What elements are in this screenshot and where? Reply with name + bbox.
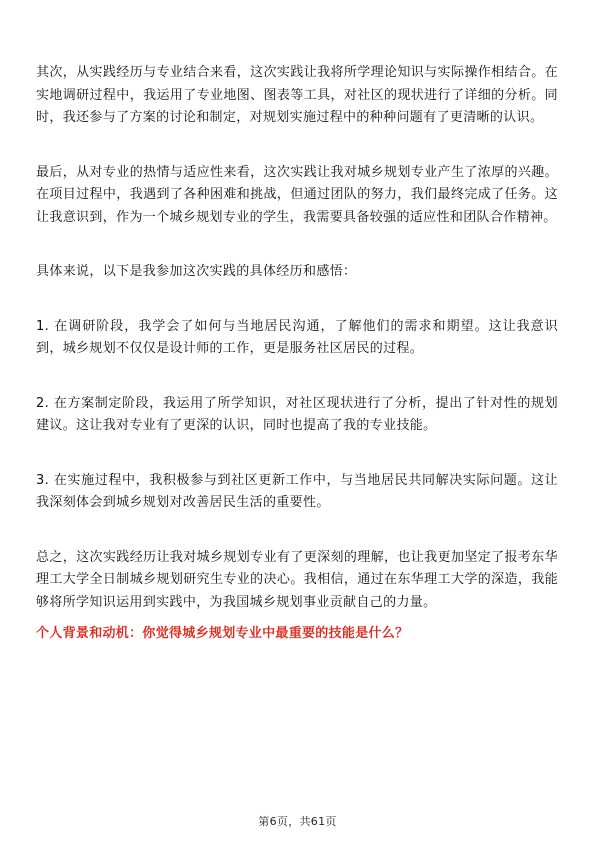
paragraph-gap [36, 361, 558, 393]
page-number-footer: 第6页，共61页 [258, 815, 337, 828]
paragraph-gap [36, 515, 558, 547]
paragraph-gap [36, 438, 558, 470]
paragraph-specifics-intro: 具体来说，以下是我参加这次实践的具体经历和感悟： [36, 264, 357, 279]
paragraph-conclusion: 总之，这次实践经历让我对城乡规划专业有了更深刻的理解，也让我更加坚定了报考东华理工大学全日制城乡规划研究生专业的决心。我相信，通过在东华理工大学的深造，我能够将所学知识运用到实践中，为我国城乡规划事业贡献自己的力量。 [36, 549, 558, 610]
question-heading: 个人背景和动机：你觉得城乡规划专业中最重要的技能是什么？ [36, 626, 409, 641]
list-item-planning-stage: 2. 在方案制定阶段，我运用了所学知识，对社区现状进行了分析，提出了针对性的规划建议。这让我对专业有了更深的认识，同时也提高了我的专业技能。 [36, 395, 558, 433]
paragraph-gap [36, 229, 558, 261]
paragraph-gap [36, 130, 558, 162]
list-item-research-stage: 1. 在调研阶段，我学会了如何与当地居民沟通，了解他们的需求和期望。这让我意识到，城乡规划不仅仅是设计师的工作，更是服务社区居民的过程。 [36, 318, 558, 356]
document-body [36, 62, 558, 645]
list-item-implementation-stage: 3. 在实施过程中，我积极参与到社区更新工作中，与当地居民共同解决实际问题。这让我深刻体会到城乡规划对改善居民生活的重要性。 [36, 472, 558, 510]
paragraph-practice-integration: 其次，从实践经历与专业结合来看，这次实践让我将所学理论知识与实际操作相结合。在实地调研过程中，我运用了专业地图、图表等工具，对社区的现状进行了详细的分析。同时，我还参与了方案的讨论和制定，对规划实施过程中的种种问题有了更清晰的认识。 [36, 65, 558, 125]
paragraph-gap [36, 284, 558, 316]
paragraph-passion-adaptability: 最后，从对专业的热情与适应性来看，这次实践让我对城乡规划专业产生了浓厚的兴趣。在项目过程中，我遇到了各种困难和挑战，但通过团队的努力，我们最终完成了任务。这让我意识到，作为一个城乡规划专业的学生，我需要具备较强的适应性和团队合作精神。 [36, 164, 558, 225]
